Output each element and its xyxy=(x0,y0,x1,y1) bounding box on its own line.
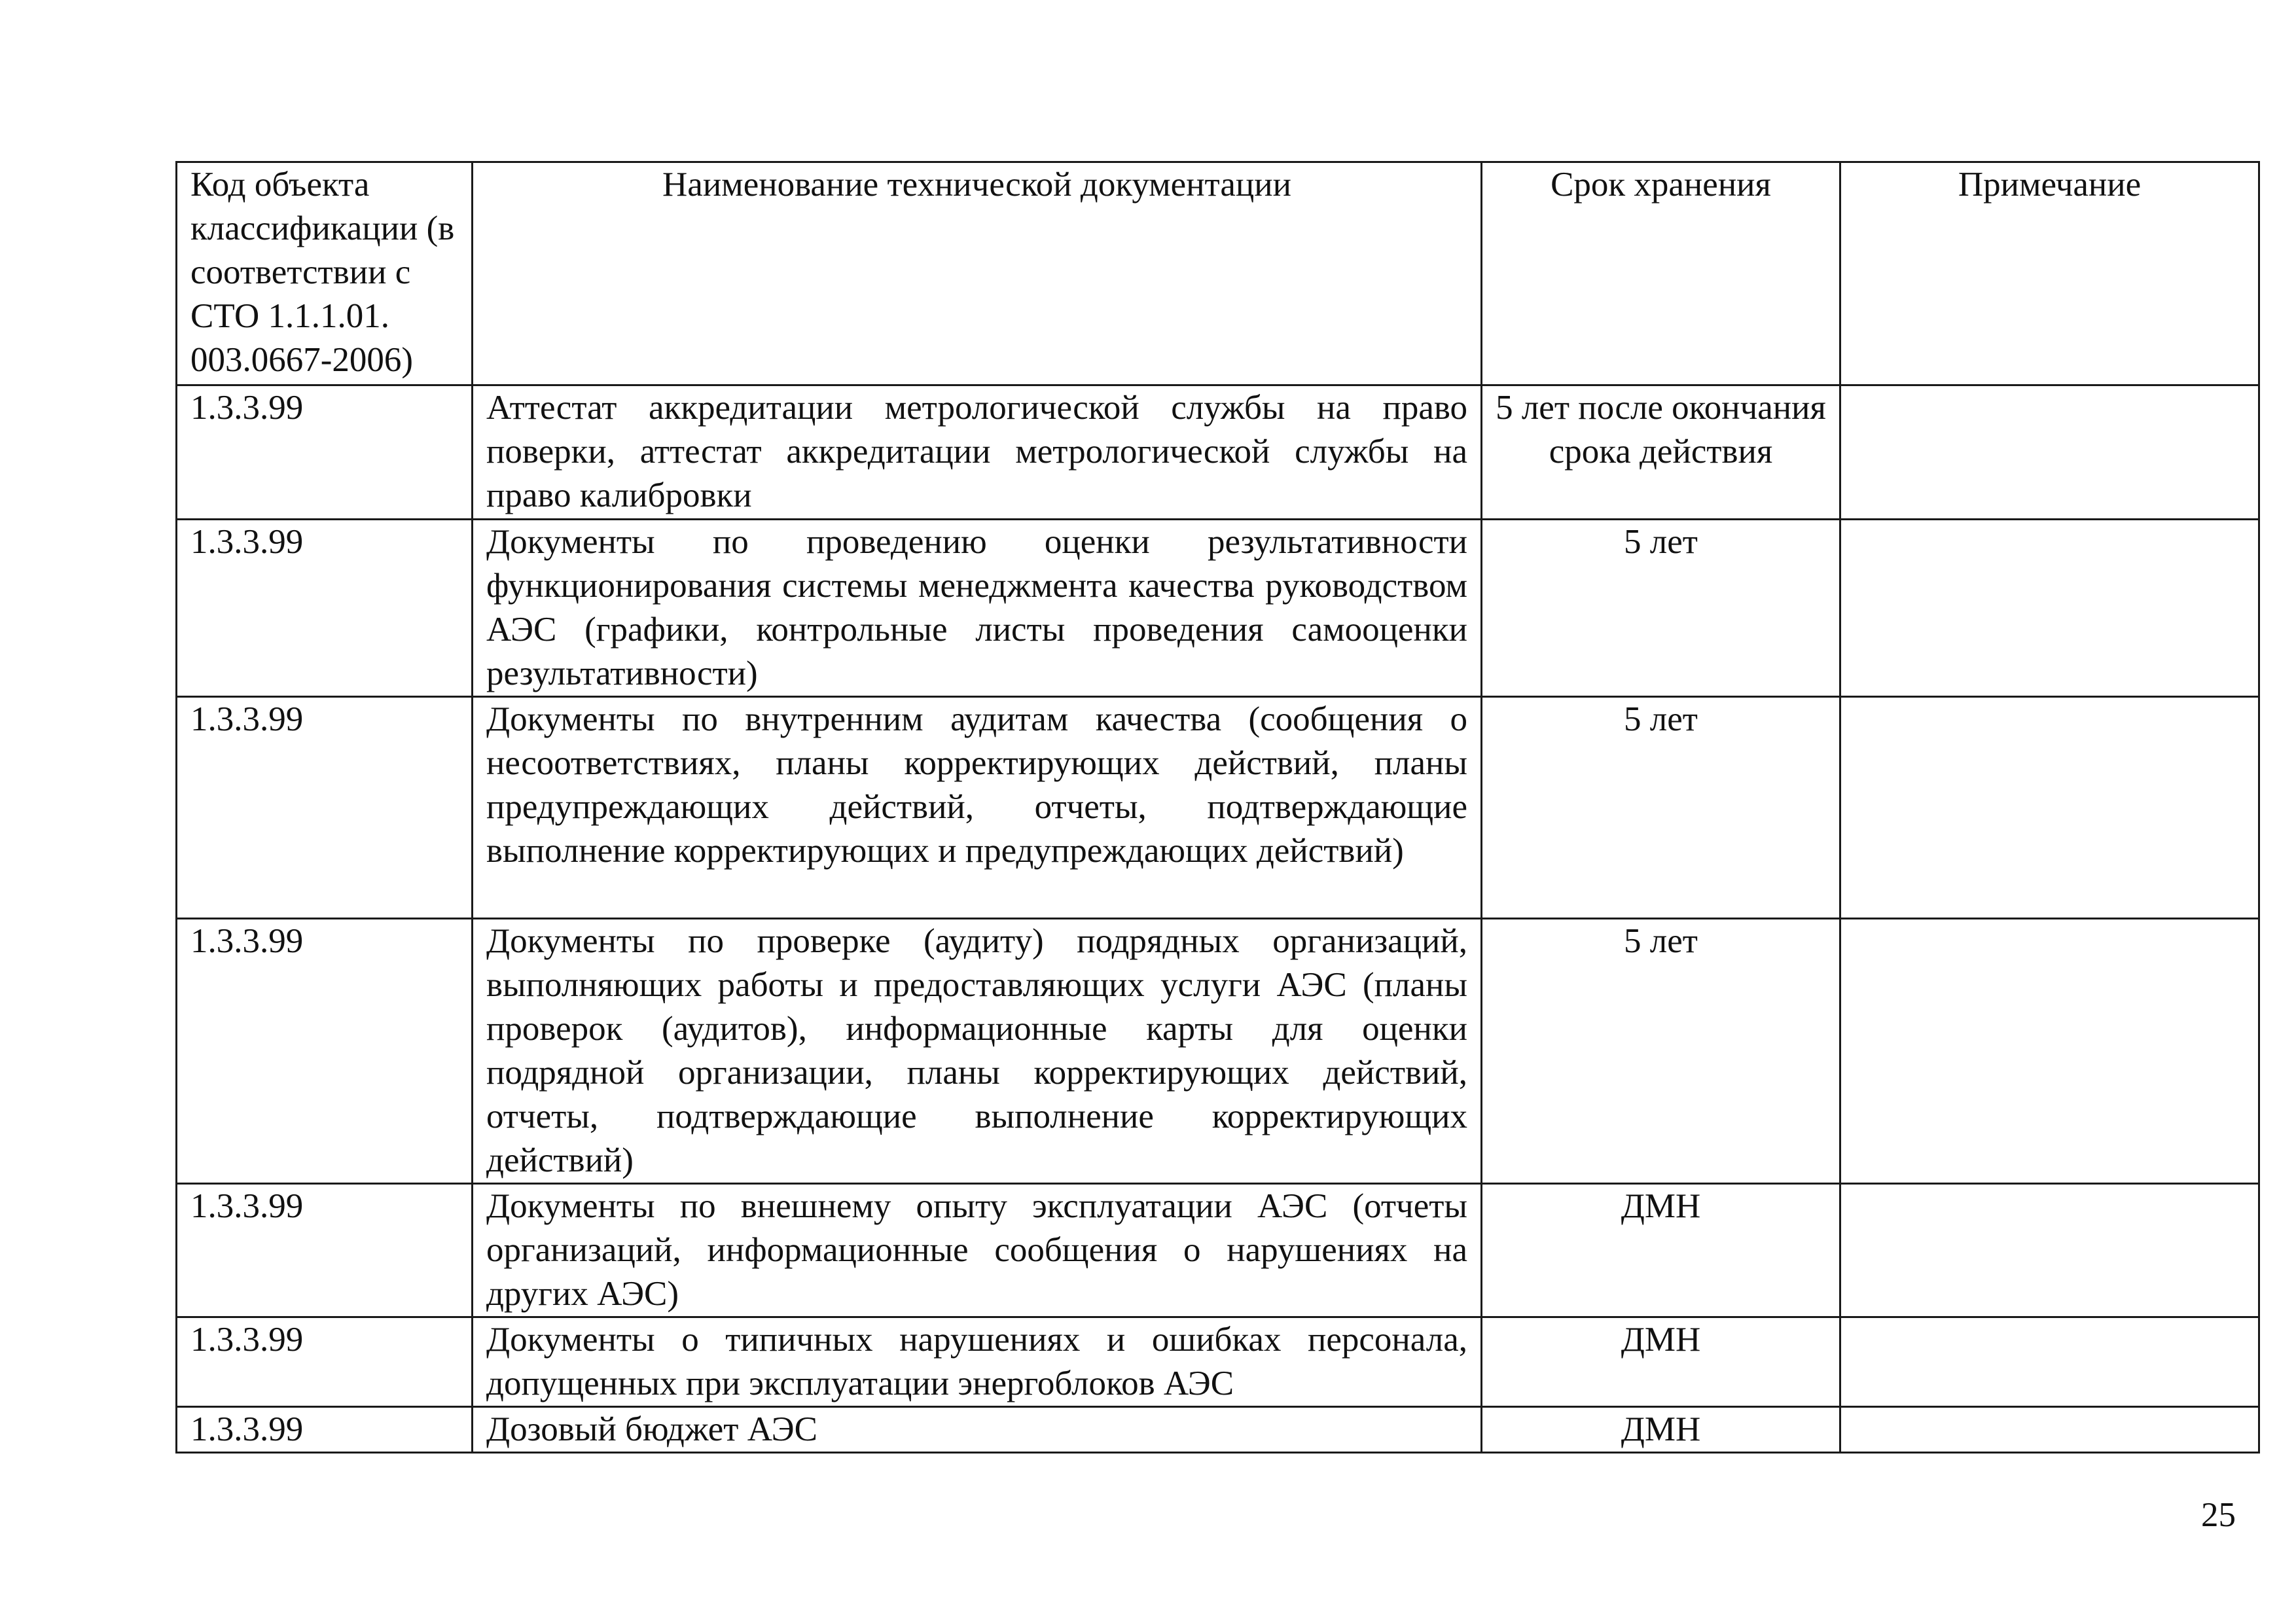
page-number: 25 xyxy=(2201,1496,2236,1534)
table-row xyxy=(177,919,2259,1184)
row-document-name: Аттестат аккредитации метрологической службы на право поверки, аттестат аккредитации метрологической службы на право калибровки xyxy=(473,385,1482,520)
row-note xyxy=(1840,1317,2259,1407)
row-note xyxy=(1840,1184,2259,1317)
row-retention-period: 5 лет после окончания срока действия xyxy=(1482,385,1840,520)
row-document-name: Документы по проведению оценки результативности функционирования системы менеджмента качества руководством АЭС (графики, контрольные листы проведения самооценки результативности) xyxy=(473,520,1482,697)
row-classification-code: 1.3.3.99 xyxy=(177,1317,473,1407)
row-classification-code: 1.3.3.99 xyxy=(177,1407,473,1453)
table-row xyxy=(177,1317,2259,1407)
row-classification-code: 1.3.3.99 xyxy=(177,1184,473,1317)
row-document-name: Документы по проверке (аудиту) подрядных организаций, выполняющих работы и предоставляющих услуги АЭС (планы проверок (аудитов), информационные карты для оценки подрядной организации, планы корректирующих действий, отчеты, подтверждающие выполнение корректирующих действий) xyxy=(473,919,1482,1184)
table-row xyxy=(177,385,2259,520)
row-retention-period: 5 лет xyxy=(1482,697,1840,919)
row-document-name: Документы по внутренним аудитам качества (сообщения о несоответствиях, планы корректирующих действий, планы предупреждающих действий, отчеты, подтверждающие выполнение корректирующих и предупреждающих действий) xyxy=(473,697,1482,919)
row-note xyxy=(1840,520,2259,697)
table-row xyxy=(177,1184,2259,1317)
row-document-name: Дозовый бюджет АЭС xyxy=(473,1407,1482,1453)
row-note xyxy=(1840,919,2259,1184)
row-retention-period: ДМН xyxy=(1482,1407,1840,1453)
row-classification-code: 1.3.3.99 xyxy=(177,919,473,1184)
row-note xyxy=(1840,697,2259,919)
retention-table xyxy=(175,161,2260,1454)
row-note xyxy=(1840,385,2259,520)
header-retention-period: Срок хранения xyxy=(1482,162,1840,385)
row-classification-code: 1.3.3.99 xyxy=(177,520,473,697)
table-row xyxy=(177,697,2259,919)
header-classification-code: Код объекта классификации (в соответствии с СТО 1.1.1.01. 003.0667-2006) xyxy=(177,162,473,385)
row-classification-code: 1.3.3.99 xyxy=(177,385,473,520)
row-retention-period: 5 лет xyxy=(1482,520,1840,697)
row-retention-period: 5 лет xyxy=(1482,919,1840,1184)
table-row xyxy=(177,520,2259,697)
header-document-name: Наименование технической документации xyxy=(473,162,1482,385)
row-document-name: Документы по внешнему опыту эксплуатации АЭС (отчеты организаций, информационные сообщения о нарушениях на других АЭС) xyxy=(473,1184,1482,1317)
row-document-name: Документы о типичных нарушениях и ошибках персонала, допущенных при эксплуатации энергоблоков АЭС xyxy=(473,1317,1482,1407)
header-note: Примечание xyxy=(1840,162,2259,385)
table-row xyxy=(177,1407,2259,1453)
row-note xyxy=(1840,1407,2259,1453)
row-retention-period: ДМН xyxy=(1482,1317,1840,1407)
table-header-row xyxy=(177,162,2259,385)
row-classification-code: 1.3.3.99 xyxy=(177,697,473,919)
row-retention-period: ДМН xyxy=(1482,1184,1840,1317)
